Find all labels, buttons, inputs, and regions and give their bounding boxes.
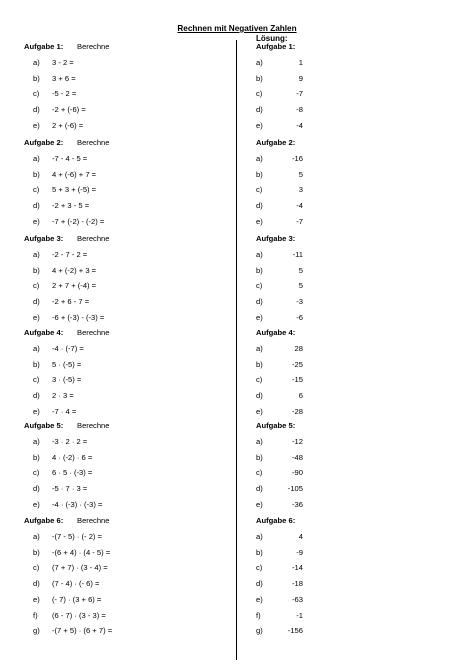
task-instruction: Berechne [77,234,110,243]
item-letter: a) [33,250,40,259]
item-letter: e) [33,312,40,322]
item-letter: b) [33,547,40,557]
solution-value: 28 [294,344,303,353]
task-instruction: Berechne [77,328,110,337]
solution-value: -14 [292,563,303,573]
solution-letter: a) [256,532,263,541]
solution-heading: Aufgabe 5: [256,421,296,430]
solution-heading: Aufgabe 2: [256,138,296,147]
item-letter: c) [33,563,40,573]
solution-letter: d) [256,484,263,494]
solution-value: 1 [298,58,303,67]
item-letter: e) [33,406,40,416]
solution-value: -9 [296,547,303,557]
solution-letter: d) [256,105,263,115]
solution-letter: f) [256,610,261,620]
solution-value: -90 [292,468,303,478]
solution-value: -156 [287,626,303,636]
item-letter: g) [33,626,40,636]
task-heading: Aufgabe 6: [24,516,64,525]
item-letter: a) [33,437,40,446]
item-expression: -2 - 7 - 2 = [52,250,88,259]
item-expression: -2 + (-6) = [52,105,86,115]
solution-value: -3 [296,297,303,307]
solution-letter: b) [256,359,263,369]
item-letter: c) [33,281,40,291]
item-expression: -(7 + 5) · (6 + 7) = [52,626,113,636]
item-expression: 4 + (-6) + 7 = [52,169,97,179]
solution-letter: d) [256,579,263,589]
item-letter: b) [33,73,40,83]
item-letter: b) [33,265,40,275]
task-instruction: Berechne [77,42,110,51]
item-letter: e) [33,216,40,226]
solution-heading: Aufgabe 1: [256,42,296,51]
solution-letter: b) [256,169,263,179]
solution-label: Lösung: [256,34,288,43]
solution-value: 5 [298,265,303,275]
item-expression: -(6 + 4) · (4 - 5) = [52,547,111,557]
task-heading: Aufgabe 3: [24,234,64,243]
item-expression: 2 + 7 + (-4) = [52,281,97,291]
solution-value: -48 [292,452,303,462]
solution-letter: b) [256,547,263,557]
item-letter: c) [33,375,40,385]
solution-letter: c) [256,89,263,99]
solution-value: -11 [292,250,303,259]
item-expression: -4 · (-3) · (-3) = [52,499,103,509]
solution-value: -16 [292,154,303,163]
item-letter: d) [33,297,40,307]
solution-value: 5 [298,169,303,179]
task-heading: Aufgabe 1: [24,42,64,51]
solution-value: -25 [292,359,303,369]
item-expression: -3 · 2 · 2 = [52,437,88,446]
solution-value: 4 [298,532,303,541]
solution-value: -7 [296,89,303,99]
item-expression: 4 · (-2) · 6 = [52,452,93,462]
solution-value: -4 [296,201,303,211]
solution-letter: d) [256,297,263,307]
item-letter: d) [33,201,40,211]
item-expression: 4 + (-2) + 3 = [52,265,97,275]
item-letter: a) [33,532,40,541]
task-heading: Aufgabe 5: [24,421,64,430]
solution-letter: a) [256,250,263,259]
item-expression: 6 · 5 · (-3) = [52,468,93,478]
solution-value: -18 [292,579,303,589]
solution-letter: a) [256,344,263,353]
solution-letter: e) [256,499,263,509]
solution-value: -105 [287,484,303,494]
item-letter: c) [33,89,40,99]
solution-letter: b) [256,73,263,83]
item-letter: d) [33,579,40,589]
solution-letter: c) [256,375,263,385]
item-letter: a) [33,344,40,353]
solution-letter: e) [256,406,263,416]
item-letter: b) [33,452,40,462]
item-letter: e) [33,594,40,604]
item-expression: -2 + 3 - 5 = [52,201,90,211]
solution-heading: Aufgabe 4: [256,328,296,337]
solution-letter: d) [256,391,263,401]
solution-value: 3 [298,185,303,195]
solution-value: -12 [292,437,303,446]
solution-letter: c) [256,281,263,291]
solution-letter: e) [256,120,263,130]
item-expression: (6 - 7) · (3 - 3) = [52,610,106,620]
item-expression: 5 · (-5) = [52,359,82,369]
solution-heading: Aufgabe 6: [256,516,296,525]
solution-heading: Aufgabe 3: [256,234,296,243]
item-letter: a) [33,58,40,67]
solution-letter: e) [256,216,263,226]
item-letter: c) [33,468,40,478]
item-expression: 2 + (-6) = [52,120,84,130]
solution-value: 5 [298,281,303,291]
solution-value: 6 [298,391,303,401]
solution-value: -6 [296,312,303,322]
item-letter: a) [33,154,40,163]
solution-letter: b) [256,452,263,462]
item-expression: (- 7) · (3 + 6) = [52,594,102,604]
solution-value: -7 [296,216,303,226]
solution-letter: a) [256,58,263,67]
solution-letter: b) [256,265,263,275]
solution-value: -8 [296,105,303,115]
item-letter: f) [33,610,38,620]
task-heading: Aufgabe 4: [24,328,64,337]
item-letter: c) [33,185,40,195]
solution-letter: g) [256,626,263,636]
item-expression: -4 · (-7) = [52,344,84,353]
item-expression: 3 - 2 = [52,58,74,67]
solution-letter: e) [256,312,263,322]
item-expression: (7 + 7) · (3 - 4) = [52,563,108,573]
solution-value: -1 [296,610,303,620]
item-expression: -5 · 7 · 3 = [52,484,88,494]
item-expression: 5 + 3 + (-5) = [52,185,97,195]
solution-letter: e) [256,594,263,604]
solution-value: -4 [296,120,303,130]
solution-letter: c) [256,185,263,195]
item-expression: 2 · 3 = [52,391,74,401]
item-expression: -7 · 4 = [52,406,77,416]
solution-value: -63 [292,594,303,604]
item-expression: (7 - 4) · (- 6) = [52,579,100,589]
item-letter: d) [33,484,40,494]
solution-letter: c) [256,468,263,478]
column-divider [236,40,237,660]
item-letter: d) [33,391,40,401]
item-letter: d) [33,105,40,115]
item-expression: -5 - 2 = [52,89,77,99]
item-letter: e) [33,120,40,130]
item-expression: 3 + 6 = [52,73,76,83]
item-expression: 3 · (-5) = [52,375,82,385]
task-instruction: Berechne [77,516,110,525]
item-expression: -2 + 6 - 7 = [52,297,90,307]
item-expression: -7 - 4 - 5 = [52,154,88,163]
item-expression: -6 + (-3) - (-3) = [52,312,105,322]
solution-letter: d) [256,201,263,211]
solution-letter: c) [256,563,263,573]
solution-value: -36 [292,499,303,509]
item-letter: b) [33,169,40,179]
task-instruction: Berechne [77,421,110,430]
solution-letter: a) [256,437,263,446]
solution-value: -28 [292,406,303,416]
task-heading: Aufgabe 2: [24,138,64,147]
page-title: Rechnen mit Negativen Zahlen [177,24,297,33]
solution-letter: a) [256,154,263,163]
item-letter: e) [33,499,40,509]
task-instruction: Berechne [77,138,110,147]
item-expression: -7 + (-2) - (-2) = [52,216,105,226]
item-letter: b) [33,359,40,369]
solution-value: 9 [298,73,303,83]
solution-value: -15 [292,375,303,385]
item-expression: -(7 - 5) · (- 2) = [52,532,102,541]
